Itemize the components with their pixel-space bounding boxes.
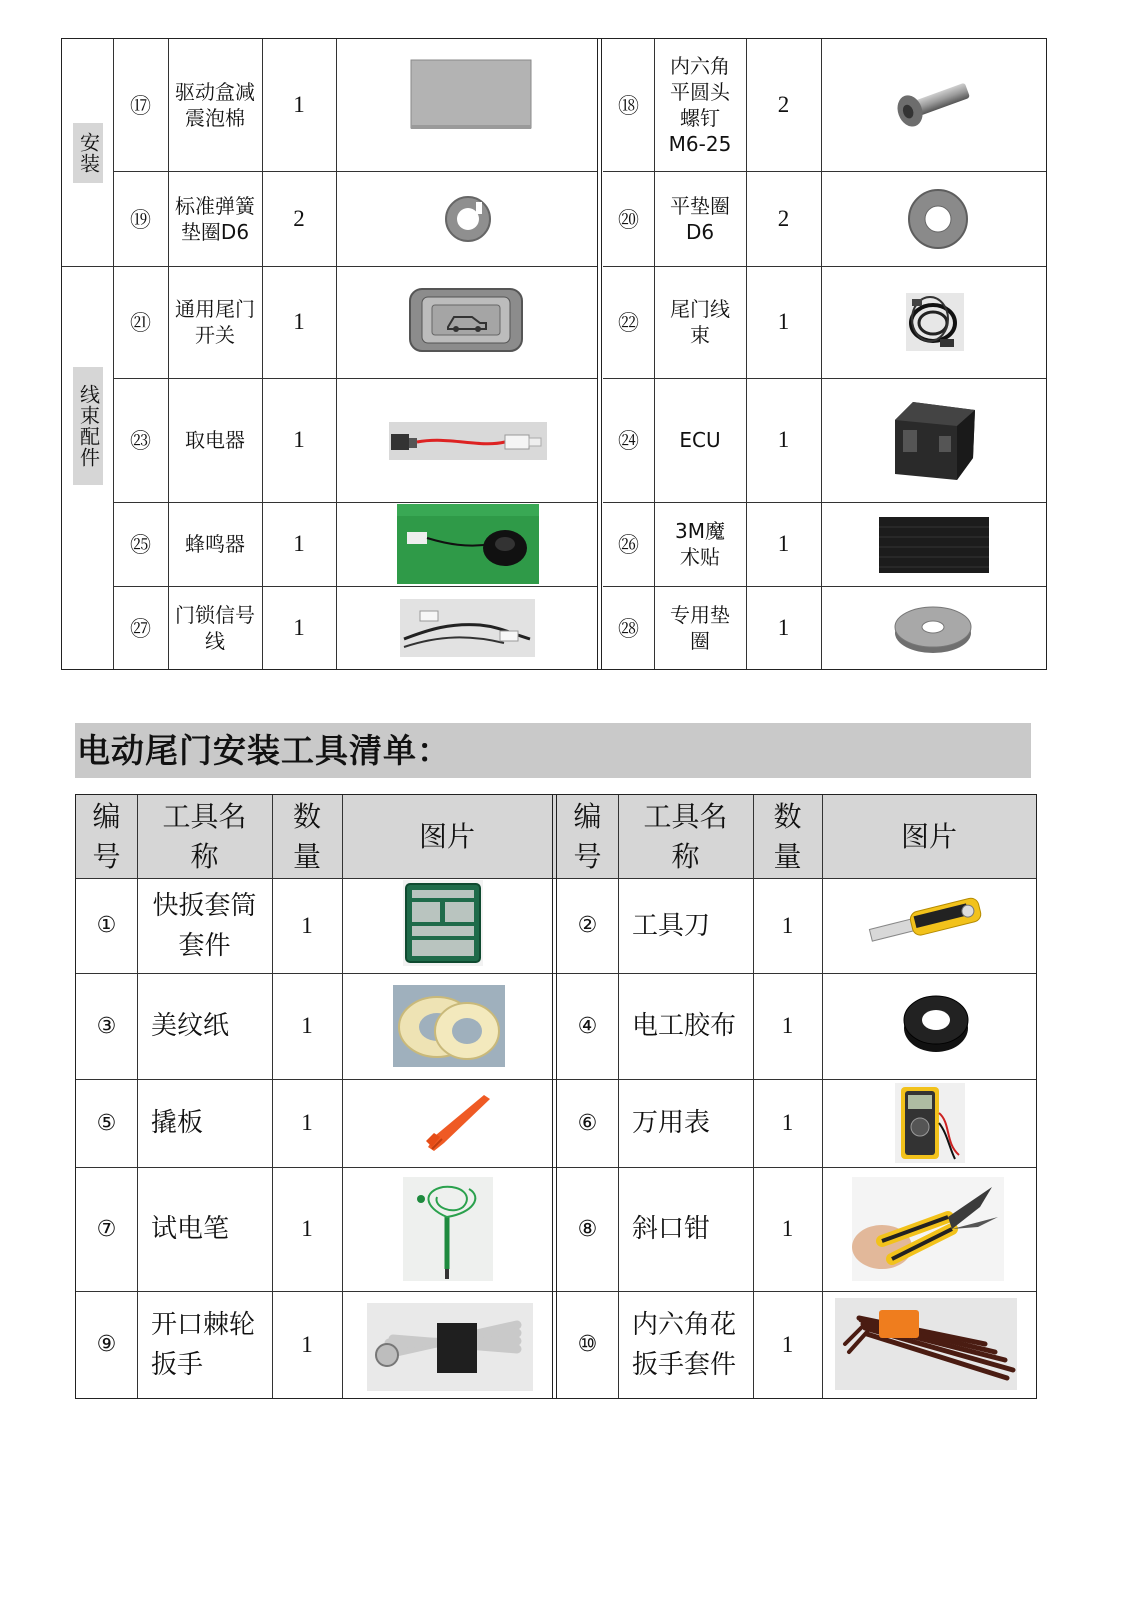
- tool-number: ④: [577, 1013, 598, 1039]
- tools-table: [75, 794, 1037, 1399]
- part-qty: 1: [777, 427, 790, 452]
- tool-number: ⑥: [577, 1110, 598, 1136]
- part-name: 门锁信号线: [175, 602, 255, 653]
- tool-number: ⑩: [577, 1332, 598, 1357]
- part-qty: 1: [293, 614, 305, 640]
- tool-name: 试电笔: [151, 1214, 230, 1244]
- tool-name: 斜口钳: [632, 1214, 711, 1244]
- tool-number: ⑧: [577, 1216, 598, 1242]
- parts-table: [61, 38, 1047, 670]
- part-name: 专用垫圈: [670, 602, 730, 653]
- tool-qty: 1: [781, 1216, 794, 1241]
- tool-name: 美纹纸: [151, 1011, 230, 1041]
- tool-name: 工具刀: [632, 910, 711, 941]
- part-number: ㉖: [618, 533, 639, 557]
- part-qty: 2: [777, 205, 790, 231]
- screw-image: [892, 79, 974, 133]
- foam-pad-image: [410, 59, 532, 135]
- part-number: ⑲: [130, 207, 151, 232]
- part-number: ⑳: [618, 207, 639, 232]
- part-number: ⑱: [618, 94, 639, 118]
- header-image: 图片: [418, 819, 475, 853]
- part-name: 内六角平圆头螺钉M6-25: [668, 54, 732, 156]
- utility-knife-image: [861, 892, 987, 954]
- header-number: 编号: [573, 799, 602, 873]
- part-number: ㉒: [618, 311, 639, 335]
- part-qty: 1: [777, 309, 790, 334]
- flat-washer-image: [907, 188, 969, 254]
- tailgate-switch-image: [408, 287, 524, 357]
- socket-set-image: [403, 880, 483, 970]
- part-number: ㉔: [618, 429, 639, 453]
- test-pen-image: [403, 1177, 493, 1285]
- signal-wire-image: [400, 599, 535, 661]
- spring-washer-image: [443, 194, 493, 248]
- group-label-harness: 线束配件: [73, 367, 103, 485]
- part-name: 标准弹簧垫圈D6: [175, 193, 255, 244]
- part-name: 尾门线束: [670, 297, 730, 347]
- part-qty: 1: [777, 531, 790, 556]
- header-tool-name: 工具名称: [643, 799, 728, 873]
- part-name: 驱动盒减震泡棉: [175, 80, 255, 130]
- special-washer-image: [893, 599, 973, 661]
- part-name: 通用尾门开关: [175, 297, 255, 347]
- tool-qty: 1: [781, 912, 794, 938]
- part-qty: 2: [777, 92, 790, 117]
- tool-qty: 1: [781, 1331, 794, 1357]
- part-name: 取电器: [185, 428, 245, 452]
- tool-name: 万用表: [632, 1108, 711, 1138]
- part-name: 3M魔术贴: [675, 519, 725, 569]
- tool-number: ⑨: [96, 1332, 117, 1357]
- part-number: ㉑: [130, 311, 151, 335]
- tool-qty: 1: [301, 1110, 313, 1135]
- header-quantity: 数量: [773, 799, 802, 873]
- part-number: ㉕: [130, 533, 151, 557]
- tool-number: ①: [96, 913, 117, 938]
- tool-qty: 1: [781, 1013, 794, 1038]
- tools-section-title: 电动尾门安装工具清单：: [75, 723, 1031, 778]
- tool-number: ③: [96, 1013, 117, 1039]
- part-qty: 1: [777, 614, 790, 640]
- header-image: 图片: [900, 819, 957, 853]
- part-qty: 1: [293, 531, 305, 556]
- tool-qty: 1: [301, 1216, 313, 1241]
- part-qty: 2: [293, 205, 305, 231]
- tool-name: 快扳套筒套件: [152, 890, 257, 961]
- header-number: 编号: [92, 799, 121, 873]
- tool-name: 内六角花扳手套件: [632, 1309, 737, 1380]
- velcro-image: [879, 517, 989, 577]
- part-qty: 1: [293, 427, 305, 452]
- tool-name: 开口棘轮扳手: [151, 1309, 256, 1380]
- tool-number: ⑤: [96, 1110, 117, 1136]
- electrical-tape-image: [901, 990, 971, 1060]
- hex-key-set-image: [835, 1298, 1017, 1394]
- pry-tool-image: [422, 1091, 494, 1159]
- ecu-image: [889, 396, 977, 488]
- part-number: ㉘: [618, 616, 639, 641]
- part-name: 平垫圈D6: [670, 193, 730, 244]
- tool-qty: 1: [301, 1331, 313, 1357]
- buzzer-image: [397, 504, 539, 588]
- tool-qty: 1: [301, 912, 313, 938]
- tool-number: ⑦: [96, 1216, 117, 1242]
- part-number: ㉗: [130, 616, 151, 641]
- part-qty: 1: [293, 92, 305, 117]
- tool-qty: 1: [301, 1013, 313, 1038]
- part-name: 蜂鸣器: [185, 532, 245, 556]
- fuse-tap-image: [389, 422, 547, 464]
- part-name: ECU: [679, 428, 721, 452]
- wire-harness-image: [900, 289, 970, 361]
- masking-tape-image: [393, 985, 505, 1071]
- header-tool-name: 工具名称: [162, 799, 247, 873]
- group-label-install: 安装: [73, 123, 103, 183]
- tool-name: 电工胶布: [632, 1011, 737, 1041]
- part-number: ⑰: [130, 94, 151, 118]
- tool-qty: 1: [781, 1110, 794, 1135]
- part-number: ㉓: [130, 429, 151, 453]
- diagonal-pliers-image: [852, 1177, 1004, 1285]
- header-quantity: 数量: [292, 799, 321, 873]
- part-qty: 1: [293, 309, 305, 334]
- ratchet-wrench-image: [367, 1303, 533, 1395]
- tool-number: ②: [577, 913, 598, 938]
- tool-name: 撬板: [151, 1108, 204, 1138]
- multimeter-image: [895, 1083, 965, 1167]
